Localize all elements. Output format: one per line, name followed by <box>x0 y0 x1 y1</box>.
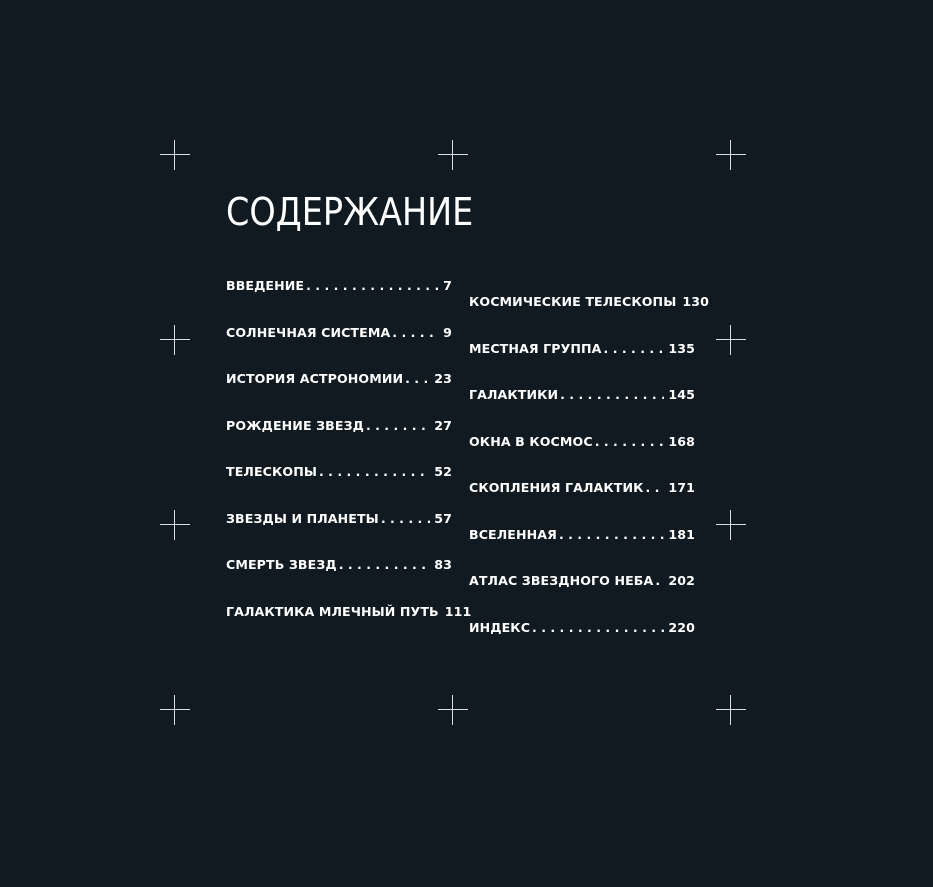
toc-entry-page: 202 <box>668 573 695 588</box>
toc-leader-dots <box>337 557 431 572</box>
toc-entry-name: СКОПЛЕНИЯ ГАЛАКТИК <box>469 480 644 495</box>
crop-mark-mid-upper-left <box>160 325 190 355</box>
toc-entry <box>469 341 695 356</box>
toc-entry-page: 145 <box>668 387 695 402</box>
page-title: СОДЕРЖАНИЕ <box>226 190 474 234</box>
toc-entry <box>469 620 695 635</box>
toc-leader-dots <box>557 527 664 542</box>
toc-entry-name: ГАЛАКТИКА МЛЕЧНЫЙ ПУТЬ <box>226 603 439 619</box>
toc-leader-dots <box>364 418 430 433</box>
toc-leader-dots <box>593 434 665 449</box>
toc-entry-name: МЕСТНАЯ ГРУППА <box>469 340 602 356</box>
crop-mark-bottom-left <box>160 695 190 725</box>
toc-entry-name: ВВЕДЕНИЕ <box>226 278 305 293</box>
toc-leader-dots <box>403 371 430 386</box>
toc-leader-dots <box>379 511 430 526</box>
toc-entry-name: ЗВЕЗДЫ И ПЛАНЕТЫ <box>226 510 379 526</box>
toc-entry-page: 135 <box>668 340 695 356</box>
toc-entry-name: СОЛНЕЧНАЯ СИСТЕМА <box>226 324 391 340</box>
toc-entry <box>226 464 452 479</box>
toc-entry <box>469 527 695 542</box>
crop-mark-mid-lower-left <box>160 510 190 540</box>
toc-entry <box>469 573 695 588</box>
toc-entry-name: ИСТОРИЯ АСТРОНОМИИ <box>226 371 404 386</box>
toc-entry-name: ИНДЕКС <box>469 619 531 635</box>
toc-leader-dots <box>390 325 439 340</box>
toc-entry <box>469 434 695 449</box>
toc-entry <box>469 387 695 402</box>
toc-entry <box>226 325 452 340</box>
toc-leader-dots <box>602 341 665 356</box>
toc-entry-name: ВСЕЛЕННАЯ <box>469 526 557 542</box>
toc-entry-page: 220 <box>668 619 695 635</box>
crop-mark-bottom-right <box>716 695 746 725</box>
toc-entry-name: КОСМИЧЕСКИЕ ТЕЛЕСКОПЫ <box>469 294 677 309</box>
toc-entry <box>226 371 452 386</box>
toc-entry-name: РОЖДЕНИЕ ЗВЕЗД <box>226 417 364 433</box>
toc-entry <box>226 511 452 526</box>
toc-leader-dots <box>558 387 664 402</box>
crop-mark-top-right <box>716 140 746 170</box>
toc-entry-name: ТЕЛЕСКОПЫ <box>226 464 317 479</box>
toc-entry <box>226 418 452 433</box>
crop-mark-top-center <box>438 140 468 170</box>
toc-leader-dots <box>653 573 664 588</box>
toc-entry-page: 57 <box>434 510 452 526</box>
toc-entry-page: 168 <box>668 433 695 449</box>
toc-leader-dots <box>304 278 439 293</box>
toc-entry-page: 7 <box>443 278 452 293</box>
toc-entry <box>226 557 452 572</box>
toc-entry-page: 181 <box>668 526 695 542</box>
toc-entry-page: 27 <box>434 417 452 433</box>
toc-entry-page: 23 <box>434 371 452 386</box>
crop-mark-bottom-center <box>438 695 468 725</box>
toc-entry-page: 111 <box>444 603 472 619</box>
toc-entry-name: ОКНА В КОСМОС <box>469 433 593 449</box>
toc-entry <box>226 603 472 619</box>
crop-mark-mid-lower-right <box>716 510 746 540</box>
toc-entry-page: 171 <box>668 480 695 495</box>
toc-entry-page: 9 <box>443 324 452 340</box>
toc-entry <box>226 278 452 293</box>
toc-leader-dots <box>530 620 664 635</box>
toc-entry-name: АТЛАС ЗВЕЗДНОГО НЕБА <box>469 573 654 588</box>
crop-mark-top-left <box>160 140 190 170</box>
toc-entry-name: ГАЛАКТИКИ <box>469 387 559 402</box>
toc-leader-dots <box>317 464 430 479</box>
toc-entry-page: 52 <box>434 464 452 479</box>
crop-mark-mid-upper-right <box>716 325 746 355</box>
toc-entry <box>469 480 695 495</box>
toc-entry-page: 130 <box>682 294 709 309</box>
toc-entry <box>469 294 709 309</box>
toc-entry-name: СМЕРТЬ ЗВЕЗД <box>226 557 337 572</box>
toc-leader-dots <box>644 480 665 495</box>
toc-entry-page: 83 <box>434 557 452 572</box>
